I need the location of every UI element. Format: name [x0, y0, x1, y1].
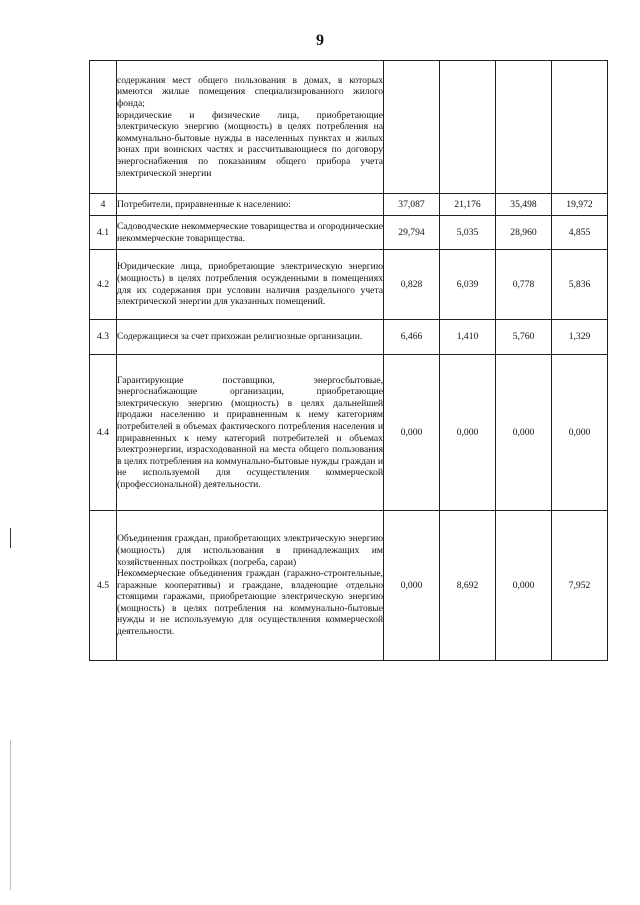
- value-cell: 0,000: [384, 355, 440, 511]
- description-paragraph: содержания мест общего пользования в домах, в которых имеются жилые помещения специализированного жилого фонда;: [117, 74, 383, 110]
- value-cell: 0,000: [552, 355, 608, 511]
- scan-margin-mark: [10, 740, 11, 890]
- row-description: [117, 61, 384, 194]
- description-paragraph: Гарантирующие поставщики, энергосбытовые, энергоснабжающие организации, приобретающие электрическую энергию (мощность) в целях дальнейшей продажи населению и приравненным к нему категориям потребителей в объемах фактического потребления населения и приравненных к нему категорий потребителей и объемах электроэнергии, израсходованной на места общего пользования в целях потребления на коммунально-бытовые нужды граждан и не используемой для осуществления коммерческой (профессиональной) деятельности.: [117, 374, 383, 490]
- value-cell: [496, 61, 552, 194]
- row-description: [117, 320, 384, 355]
- value-cell: 4,855: [552, 216, 608, 250]
- value-cell: 1,410: [440, 320, 496, 355]
- value-cell: 5,035: [440, 216, 496, 250]
- value-cell: 0,828: [384, 250, 440, 320]
- value-cell: 8,692: [440, 511, 496, 661]
- value-cell: [440, 61, 496, 194]
- value-cell: [552, 61, 608, 194]
- row-description: [117, 216, 384, 250]
- tariff-table: [89, 60, 608, 661]
- row-number: 4.1: [90, 216, 117, 250]
- row-description: [117, 511, 384, 661]
- row-number: 4.5: [90, 511, 117, 661]
- row-number: 4.2: [90, 250, 117, 320]
- row-description: [117, 194, 384, 216]
- value-cell: 28,960: [496, 216, 552, 250]
- page-number: 9: [316, 32, 324, 49]
- value-cell: 21,176: [440, 194, 496, 216]
- table-row: [90, 320, 608, 355]
- value-cell: 37,087: [384, 194, 440, 216]
- description-paragraph: Некоммерческие объединения граждан (гаражно-строительные, гаражные кооперативы) и граждане, владеющие отдельно стоящими гаражами, приобретающие электрическую энергию (мощность) в целях потребления на коммунально-бытовые нужды и не используемую для осуществления коммерческой деятельности.: [117, 568, 383, 638]
- row-number: 4.4: [90, 355, 117, 511]
- value-cell: 5,836: [552, 250, 608, 320]
- value-cell: 35,498: [496, 194, 552, 216]
- table-row: [90, 61, 608, 194]
- row-number: 4.3: [90, 320, 117, 355]
- description-paragraph: Садоводческие некоммерческие товарищества и огороднические некоммерческие товарищества.: [117, 220, 383, 244]
- row-number: [90, 61, 117, 194]
- row-number: 4: [90, 194, 117, 216]
- value-cell: 0,000: [496, 355, 552, 511]
- description-paragraph: Содержащиеся за счет прихожан религиозные организации.: [117, 331, 363, 343]
- table-row: [90, 511, 608, 661]
- table-body: [90, 61, 608, 661]
- value-cell: 1,329: [552, 320, 608, 355]
- description-paragraph: Юридические лица, приобретающие электрическую энергию (мощность) в целях потребления осужденными в помещениях для их содержания при условии наличия раздельного учета электрической энергии для указанных помещений.: [117, 261, 383, 308]
- value-cell: [384, 61, 440, 194]
- value-cell: 0,000: [440, 355, 496, 511]
- value-cell: 5,760: [496, 320, 552, 355]
- row-description: [117, 250, 384, 320]
- row-description: [117, 355, 384, 511]
- value-cell: 6,466: [384, 320, 440, 355]
- value-cell: 29,794: [384, 216, 440, 250]
- table-row: [90, 216, 608, 250]
- value-cell: 19,972: [552, 194, 608, 216]
- description-paragraph: Потребители, приравненные к населению:: [117, 198, 291, 210]
- description-paragraph: Объединения граждан, приобретающих электрическую энергию (мощность) для использования в принадлежащих им хозяйственных постройках (погреба, сараи): [117, 533, 383, 568]
- description-paragraph: юридические и физические лица, приобретающие электрическую энергию (мощность) в целях потребления на коммунально-бытовые нужды в населенных пунктах и жилых зонах при воинских частях и рассчитывающиеся по договору энергоснабжения по показаниям общего прибора учета электрической энергии: [117, 109, 383, 179]
- value-cell: 0,000: [496, 511, 552, 661]
- value-cell: 6,039: [440, 250, 496, 320]
- value-cell: 7,952: [552, 511, 608, 661]
- value-cell: 0,778: [496, 250, 552, 320]
- table-row: [90, 194, 608, 216]
- value-cell: 0,000: [384, 511, 440, 661]
- table-row: [90, 355, 608, 511]
- table-row: [90, 250, 608, 320]
- scan-margin-mark: [10, 528, 11, 548]
